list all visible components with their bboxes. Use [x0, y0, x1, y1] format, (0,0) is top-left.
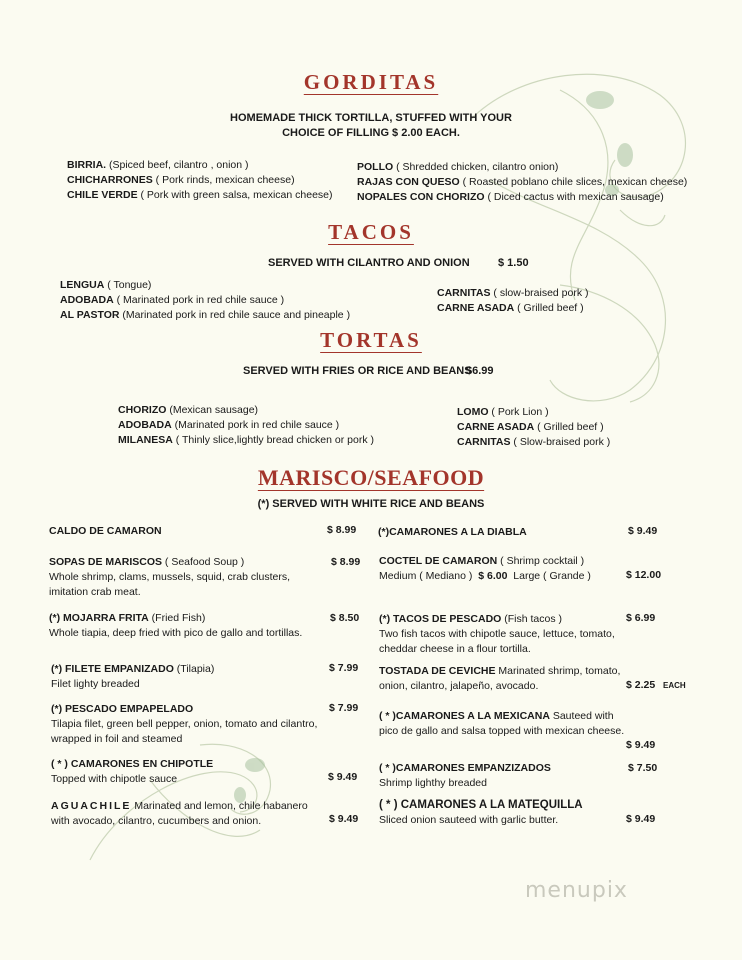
menu-item: ( * )CAMARONES A LA MEXICANA Sauteed with pico de gallo and salsa topped with mexican cheese.: [379, 710, 625, 737]
tortas-right-list: [457, 405, 610, 450]
menu-item: ( * ) CAMARONES EN CHIPOTLE Topped with chipotle sauce: [51, 758, 214, 785]
item-price: $ 9.49: [626, 813, 656, 825]
menu-item: NOPALES CON CHORIZO ( Diced cactus with mexican sausage): [357, 191, 664, 203]
menu-item: POLLO ( Shredded chicken, cilantro onion): [357, 161, 559, 173]
gorditas-right-list: [357, 160, 687, 205]
item-price: $ 12.00: [626, 569, 662, 581]
menu-item: SOPAS DE MARISCOS ( Seafood Soup ) Whole shrimp, clams, mussels, squid, crab clusters, imitation crab meat.: [49, 556, 290, 598]
watermark-logo: menupix: [525, 878, 628, 903]
menu-item: CARNE ASADA ( Grilled beef ): [437, 302, 584, 314]
gorditas-description-line-1: HOMEMADE THICK TORTILLA, STUFFED WITH YOUR: [230, 112, 512, 124]
tortas-left-list: [118, 403, 374, 448]
item-price: $ 9.49: [328, 771, 358, 783]
menu-item: ADOBADA ( Marinated pork in red chile sauce ): [60, 294, 285, 306]
tortas-description: SERVED WITH FRIES OR RICE AND BEANS: [243, 365, 472, 377]
item-price: $ 6.99: [626, 612, 656, 624]
tortas-title: TORTAS: [320, 328, 422, 352]
tacos-title: TACOS: [328, 220, 414, 244]
gorditas-description-line-2: CHOICE OF FILLING $ 2.00 EACH.: [282, 127, 460, 139]
menu-item: TOSTADA DE CEVICHE Marinated shrimp, tomato, onion, cilantro, jalapeño, avocado.: [379, 665, 621, 692]
tacos-left-list: [60, 278, 350, 323]
item-price: $ 9.49: [628, 525, 658, 537]
gorditas-title: GORDITAS: [303, 70, 439, 94]
menu-item: CHICHARRONES ( Pork rinds, mexican cheese): [67, 174, 295, 186]
marisco-description: (*) SERVED WITH WHITE RICE AND BEANS: [257, 498, 485, 510]
tortas-price: $6.99: [466, 365, 494, 377]
menu-item: ( * ) CAMARONES A LA MATEQUILLA Sliced onion sauteed with garlic butter.: [379, 799, 583, 826]
menu-item: (*) TACOS DE PESCADO (Fish tacos ) Two fish tacos with chipotle sauce, lettuce, tomato, cheddar cheese in a flour tortilla.: [379, 613, 615, 655]
each-label: EACH: [663, 681, 686, 690]
item-price: $ 2.25: [626, 679, 656, 691]
item-price: $ 9.49: [329, 813, 359, 825]
item-price: $ 8.50: [330, 612, 360, 624]
item-price: $ 7.50: [628, 762, 658, 774]
menu-item: AL PASTOR (Marinated pork in red chile sauce and pineaple ): [60, 309, 351, 321]
menu-item: (*) MOJARRA FRITA (Fried Fish) Whole tiapia, deep fried with pico de gallo and tortillas.: [49, 612, 303, 639]
menu-item: MILANESA ( Thinly slice,lightly bread chicken or pork ): [118, 434, 374, 446]
item-price: $ 7.99: [329, 662, 359, 674]
menu-item: (*)CAMARONES A LA DIABLA: [378, 526, 527, 538]
tacos-price: $ 1.50: [498, 257, 529, 269]
menu-item: CARNITAS ( slow-braised pork ): [437, 287, 589, 299]
menu-item: (*) FILETE EMPANIZADO (Tilapia) Filet lighty breaded: [51, 663, 215, 690]
tacos-right-list: [437, 286, 589, 316]
menu-item: ADOBADA (Marinated pork in red chile sauce ): [118, 419, 340, 431]
menu-item: LOMO ( Pork Lion ): [457, 406, 549, 418]
menu-item: (*) PESCADO EMPAPELADO Tilapia filet, green bell pepper, onion, tomato and cilantro, wrapped in foil and steamed: [51, 703, 318, 745]
menu-item: BIRRIA. (Spiced beef, cilantro , onion ): [67, 159, 249, 171]
item-price: $ 7.99: [329, 702, 359, 714]
gorditas-left-list: [67, 158, 333, 203]
menu-item: LENGUA ( Tongue): [60, 279, 152, 291]
menu-item: COCTEL DE CAMARON ( Shrimp cocktail ) Medium ( Mediano ) $ 6.00 Large ( Grande ): [379, 555, 591, 582]
menu-item: CHILE VERDE ( Pork with green salsa, mexican cheese): [67, 189, 333, 201]
marisco-title: MARISCO/SEAFOOD: [257, 465, 485, 490]
menu-item: ( * )CAMARONES EMPANZIZADOS Shrimp lighthy breaded: [379, 762, 551, 789]
item-price: $ 9.49: [626, 739, 656, 751]
menu-item: CARNE ASADA ( Grilled beef ): [457, 421, 604, 433]
menu-item: CHORIZO (Mexican sausage): [118, 404, 259, 416]
menu-item: CARNITAS ( Slow-braised pork ): [457, 436, 611, 448]
item-price: $ 8.99: [327, 524, 357, 536]
item-price: $ 8.99: [331, 556, 361, 568]
tacos-description: SERVED WITH CILANTRO AND ONION: [268, 257, 470, 269]
menu-item: CALDO DE CAMARON: [49, 525, 162, 537]
menu-item: AGUACHILE Marinated and lemon, chile habanero with avocado, cilantro, cucumbers and onion.: [51, 800, 308, 827]
menu-item: RAJAS CON QUESO ( Roasted poblano chile slices, mexican cheese): [357, 176, 688, 188]
